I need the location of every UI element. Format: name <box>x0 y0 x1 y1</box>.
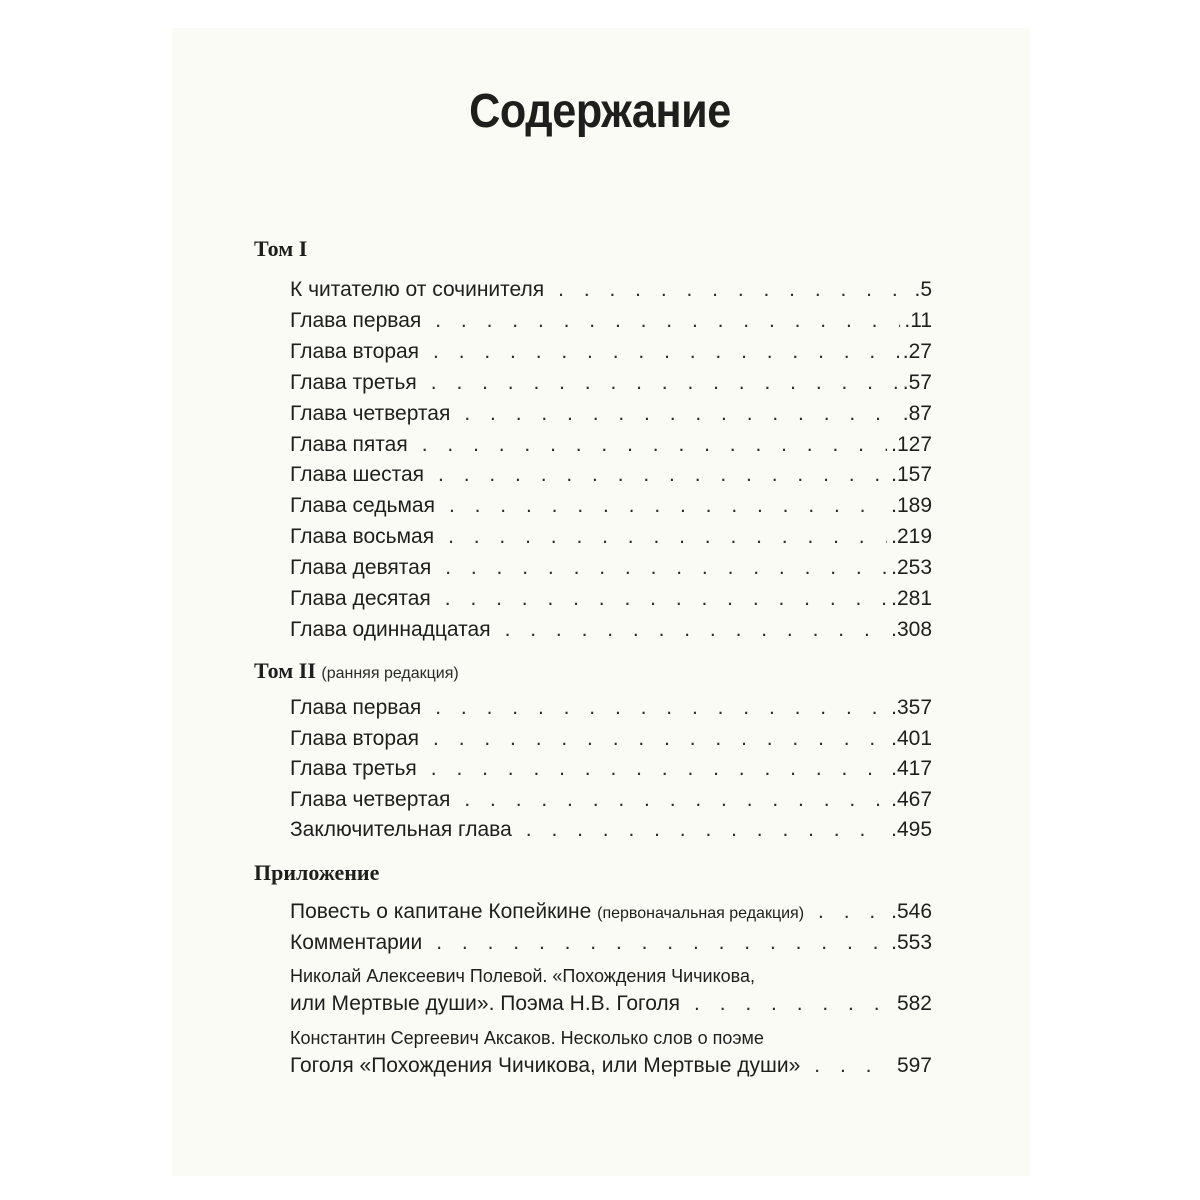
toc-entry <box>290 554 932 582</box>
toc-entry-page: .5 <box>914 278 932 301</box>
toc-entry <box>290 755 932 783</box>
toc-entry-label: Комментарии <box>290 931 423 954</box>
toc-entry <box>290 431 932 459</box>
toc-entry-page: .467 <box>891 787 932 811</box>
toc-entry-label: Глава седьмая <box>290 494 435 518</box>
toc-entry <box>290 307 932 335</box>
dot-leader <box>818 898 887 926</box>
toc-entry-page: .87 <box>902 401 932 425</box>
toc-entry-page: 597 <box>896 1054 932 1077</box>
toc-entry-page: .219 <box>891 525 932 549</box>
section-heading-text: Приложение <box>254 860 380 885</box>
section-heading-appendix <box>254 860 379 886</box>
toc-entry-label: Глава девятая <box>290 556 432 580</box>
toc-entry-label: Глава первая <box>290 308 422 332</box>
toc-entry-label: или Мертвые души». Поэма Н.В. Гоголя <box>290 992 681 1015</box>
dot-leader <box>814 1052 893 1080</box>
toc-entry <box>290 725 932 753</box>
toc-entry <box>290 816 932 844</box>
toc-entry-label: Глава десятая <box>290 587 431 610</box>
toc-entry <box>290 786 932 814</box>
dot-leader <box>505 616 888 644</box>
toc-entry <box>290 523 932 551</box>
toc-entry-label: К читателю от сочинителя <box>290 278 545 301</box>
toc-entry <box>290 400 932 428</box>
dot-leader <box>464 786 887 814</box>
dot-leader <box>445 554 887 582</box>
toc-entry-label: Заключительная глава <box>290 818 512 841</box>
dot-leader <box>431 369 899 397</box>
toc-entry-label: Глава первая <box>290 696 422 719</box>
dot-leader <box>433 725 887 753</box>
toc-entry-page: .546 <box>891 900 932 923</box>
toc-entry-label: Глава третья <box>290 757 417 780</box>
toc-entry-label: Повесть о капитане Копейкине <box>290 900 592 923</box>
toc-entry-label: Гоголя «Похождения Чичикова, или Мертвые души» <box>290 1054 801 1077</box>
toc-entry-kopeikin <box>290 898 932 926</box>
toc-entry-page: .189 <box>891 494 932 518</box>
toc-entry-page: .57 <box>902 370 932 394</box>
toc-entry-label: Глава вторая <box>290 726 420 750</box>
section-heading-text: Том II <box>254 658 316 683</box>
toc-entry-page: .417 <box>891 757 932 780</box>
dot-leader <box>436 929 887 957</box>
toc-entry <box>290 616 932 644</box>
toc-entry-page: .357 <box>891 696 932 719</box>
toc-entry-page: .127 <box>891 432 932 456</box>
toc-entry-label: Глава пятая <box>290 432 408 456</box>
toc-entry-page: .401 <box>891 726 932 750</box>
dot-leader <box>438 461 887 489</box>
toc-entry <box>290 492 932 520</box>
toc-entry-page: .495 <box>891 818 932 841</box>
toc-entry <box>290 461 932 489</box>
section-heading-note: (ранняя редакция) <box>321 665 459 682</box>
dot-leader <box>449 492 887 520</box>
toc-entry-page: .553 <box>891 931 932 954</box>
dot-leader <box>435 307 900 335</box>
dot-leader <box>464 400 898 428</box>
toc-entry-aksakov-line-1: Константин Сергеевич Аксаков. Несколько слов о поэме <box>290 1028 764 1048</box>
toc-entry-label: Глава вторая <box>290 339 420 363</box>
toc-entry <box>290 369 932 397</box>
toc-entry-polevoy <box>290 990 932 1018</box>
page-title: Содержание <box>469 85 731 138</box>
toc-entry-page: .27 <box>902 339 932 363</box>
dot-leader <box>448 523 887 551</box>
dot-leader <box>694 990 893 1018</box>
toc-entry-page: .281 <box>891 587 932 610</box>
toc-entry-note: (первоначальная редакция) <box>597 905 805 922</box>
dot-leader <box>558 276 910 304</box>
toc-entry-page: .11 <box>904 308 932 332</box>
toc-entry <box>290 694 932 722</box>
toc-entry-polevoy-line-1: Николай Алексеевич Полевой. «Похождения Чичикова, <box>290 966 756 986</box>
dot-leader <box>435 694 887 722</box>
section-heading-volume-2 <box>254 658 459 684</box>
toc-entry-page: .308 <box>891 617 932 641</box>
toc-entry-page: .253 <box>891 556 932 580</box>
section-heading-volume-1 <box>254 236 307 262</box>
toc-entry-label: Глава шестая <box>290 463 425 487</box>
toc-entry <box>290 276 932 304</box>
section-heading-text: Том I <box>254 236 308 261</box>
dot-leader <box>526 816 887 844</box>
toc-entry-page: 582 <box>896 992 932 1015</box>
toc-entry-label: Глава четвертая <box>290 787 451 811</box>
toc-entry-page: .157 <box>891 463 932 487</box>
toc-entry-label: Глава четвертая <box>290 401 451 425</box>
dot-leader <box>422 431 887 459</box>
toc-entry <box>290 338 932 366</box>
toc-entry-comments <box>290 929 932 957</box>
toc-entry-label: Глава одиннадцатая <box>290 617 491 641</box>
toc-entry <box>290 585 932 613</box>
dot-leader <box>445 585 887 613</box>
dot-leader <box>433 338 899 366</box>
toc-entry-aksakov <box>290 1052 932 1080</box>
dot-leader <box>431 755 887 783</box>
toc-entry-label: Глава восьмая <box>290 525 435 549</box>
toc-entry-label: Глава третья <box>290 370 417 394</box>
